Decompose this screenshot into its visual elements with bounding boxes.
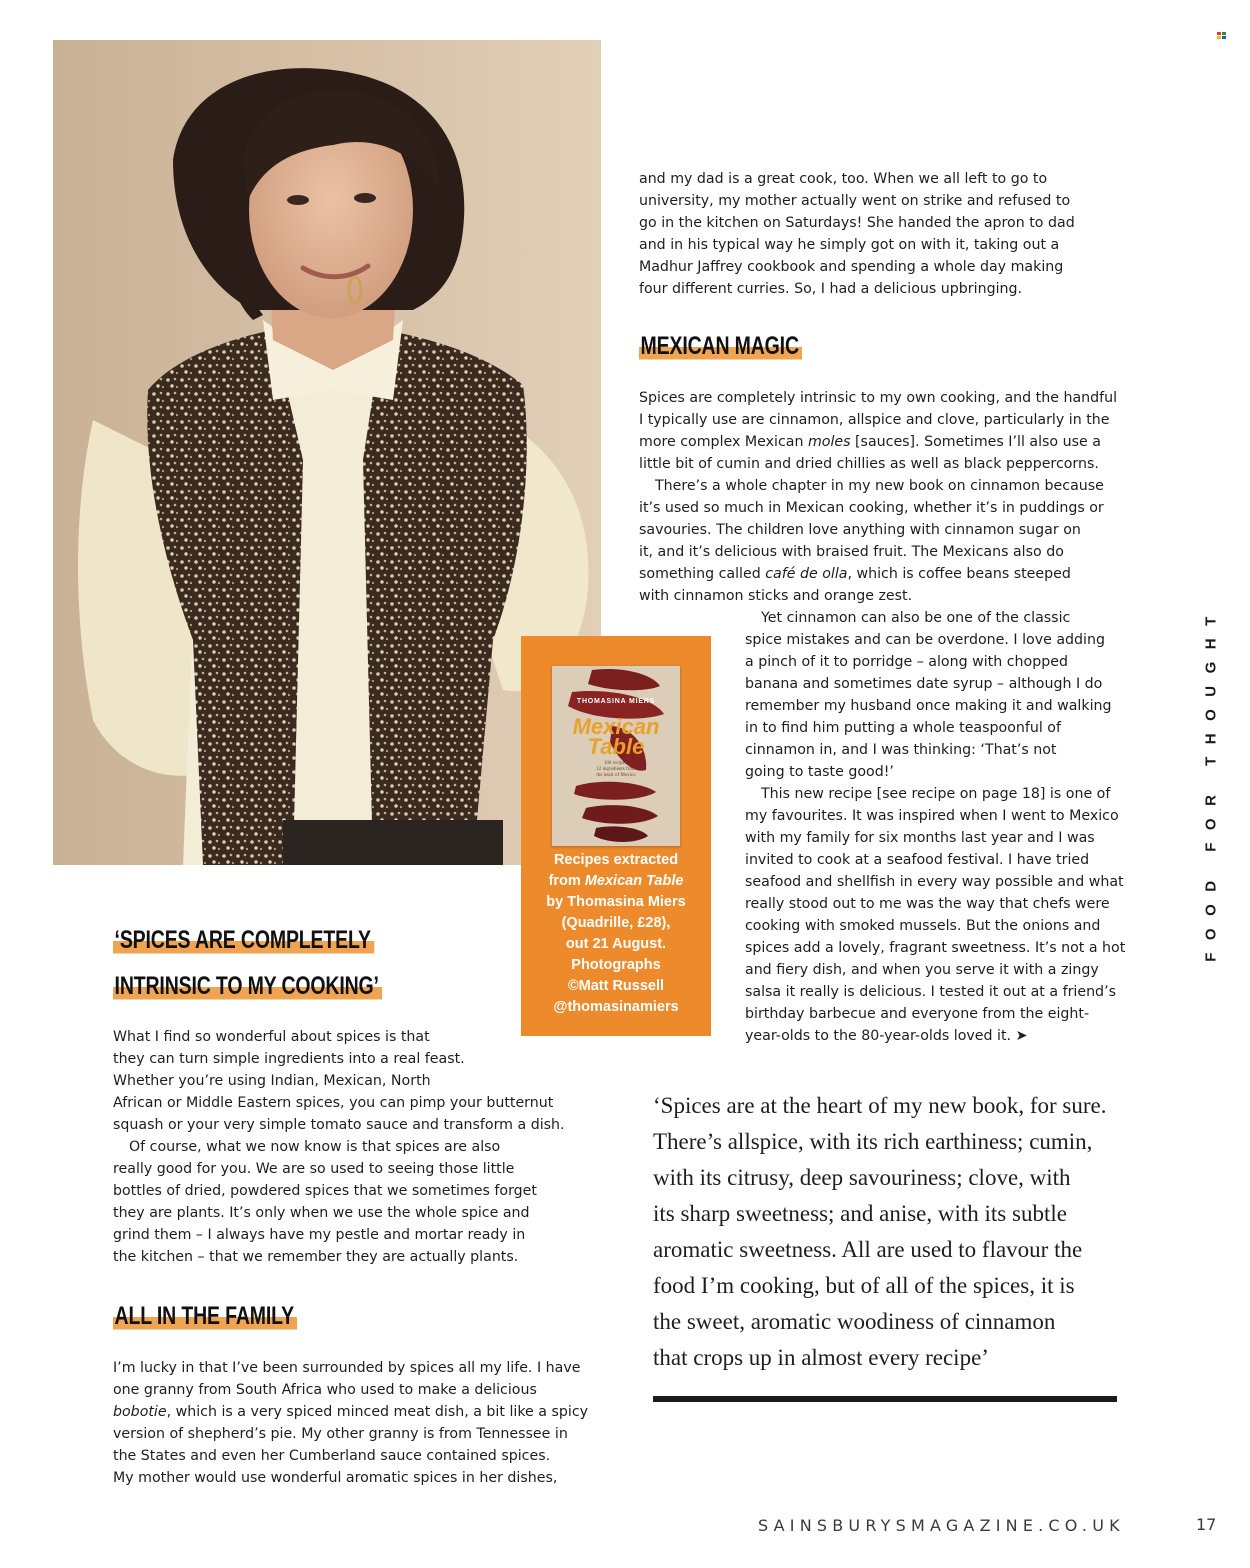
text-run: , which is a very spiced minced meat dish, a bit like a spicy [166,1404,589,1420]
body-line: the kitchen – that we remember they are actually plants. [113,1249,519,1265]
body-line: version of shepherd’s pie. My other granny is from Tennessee in [113,1426,568,1442]
heading-text: MEXICAN MAGIC [639,332,802,361]
print-registration-icon [1217,32,1226,39]
body-line: Of course, what we now know is that spices are also [129,1139,501,1155]
body-line: remember my husband once making it and walking [745,698,1112,714]
body-line: little bit of cumin and dried chillies as well as black peppercorns. [639,456,1099,472]
heading-text: ALL IN THE FAMILY [113,1302,297,1331]
caption-line: ©Matt Russell [567,978,665,994]
cover-subtitle-line: 12 ingredients from [596,767,636,772]
body-line: and my dad is a great cook, too. When we all left to go to [639,171,1048,187]
caption-line: out 21 August. [565,936,667,952]
body-line: cooking with smoked mussels. But the onions and [745,918,1101,934]
body-line: university, my mother actually went on strike and refused to [639,193,1071,209]
quote-line: that crops up in almost every recipe’ [653,1345,989,1370]
heading-spices-intrinsic-line2 [113,972,382,1001]
body-line: spice mistakes and can be overdone. I love adding [745,632,1105,648]
quote-line: aromatic sweetness. All are used to flavour the [653,1237,1083,1262]
body-line: going to taste good!’ [745,764,894,780]
caption-line: Photographs [571,957,661,973]
book-cover [552,666,680,846]
end-mark-icon: ➤ [1015,1028,1028,1044]
body-line: Spices are completely intrinsic to my own cooking, and the handful [639,390,1118,406]
body-line: spices add a lovely, fragrant sweetness. It’s not a hot [745,940,1126,956]
italic-term: moles [807,434,851,450]
instagram-handle[interactable]: @thomasinamiers [553,999,679,1015]
body-line: What I find so wonderful about spices is that [113,1029,430,1045]
body-line: grind them – I always have my pestle and mortar ready in [113,1227,526,1243]
text-run: [sauces]. Sometimes I’ll also use a [850,434,1101,450]
heading-text: ‘SPICES ARE COMPLETELY [113,926,374,955]
body-line: it’s used so much in Mexican cooking, whether it’s in puddings or [639,500,1104,516]
body-line: birthday barbecue and everyone from the eight- [745,1006,1090,1022]
body-line: squash or your very simple tomato sauce and transform a dish. [113,1117,565,1133]
body-line [639,563,1169,585]
book-caption [521,850,711,1018]
text-run: from [548,873,585,889]
quote-line: ‘Spices are at the heart of my new book, for sure. [653,1093,1107,1118]
text-run: something called [639,566,766,582]
quote-line: food I’m cooking, but of all of the spices, it is [653,1273,1075,1298]
italic-term: café de olla [765,566,848,582]
body-line: in to find him putting a whole teaspoonful of [745,720,1061,736]
cover-author: THOMASINA MIERS [576,698,656,705]
body-line: four different curries. So, I had a delicious upbringing. [639,281,1023,297]
body-line: bottles of dried, powdered spices that we sometimes forget [113,1183,537,1199]
intro-continued-text [639,168,1159,300]
caption-line: (Quadrille, £28), [561,915,671,931]
body-line: I’m lucky in that I’ve been surrounded by spices all my life. I have [113,1360,581,1376]
body-line: and fiery dish, and when you serve it with a zingy [745,962,1099,978]
body-line: one granny from South Africa who used to make a delicious [113,1382,537,1398]
mexican-magic-narrow-text [745,607,1145,1047]
body-line: salsa it really is delicious. I tested it out at a friend’s [745,984,1116,1000]
heading-text: INTRINSIC TO MY COOKING’ [113,972,382,1001]
body-line: really good for you. We are so used to seeing those little [113,1161,515,1177]
body-line: African or Middle Eastern spices, you can pimp your butternut [113,1095,554,1111]
quote-line: the sweet, aromatic woodiness of cinnamon [653,1309,1056,1334]
cover-title: Table [587,734,645,759]
body-line: really stood out to me was the way that chefs were [745,896,1110,912]
body-line: my favourites. It was inspired when I went to Mexico [745,808,1119,824]
cover-subtitle-line: 100 recipes, [603,761,629,766]
body-line: with my family for six months last year and I was [745,830,1095,846]
body-line: with cinnamon sticks and orange zest. [639,588,913,604]
text-run: year-olds to the 80-year-olds loved it. [745,1028,1012,1044]
body-line: invited to cook at a seafood festival. I have tried [745,852,1090,868]
body-line: There’s a whole chapter in my new book on cinnamon because [655,478,1104,494]
caption-line: Recipes extracted [553,852,679,868]
quote-divider [653,1396,1117,1402]
quote-line: its sharp sweetness; and anise, with its subtle [653,1201,1067,1226]
body-line [745,1025,1145,1047]
body-line: seafood and shellfish in every way possible and what [745,874,1124,890]
spices-intrinsic-text [113,1026,613,1268]
body-line: Yet cinnamon can also be one of the classic [761,610,1071,626]
body-line: the States and even her Cumberland sauce contained spices. [113,1448,551,1464]
cover-title: Mexican [572,714,660,739]
body-line: This new recipe [see recipe on page 18] is one of [761,786,1111,802]
quote-line: There’s allspice, with its rich earthiness; cumin, [653,1129,1093,1154]
heading-all-in-the-family [113,1302,297,1331]
body-line: a pinch of it to porridge – along with chopped [745,654,1068,670]
portrait-photo [53,40,601,865]
italic-term: bobotie [113,1404,167,1420]
book-promo-box [521,636,711,1036]
text-run: , which is coffee beans steeped [847,566,1071,582]
body-line: My mother would use wonderful aromatic spices in her dishes, [113,1470,558,1486]
body-line: and in his typical way he simply got on with it, taking out a [639,237,1060,253]
text-run: more complex Mexican [639,434,808,450]
body-line: go in the kitchen on Saturdays! She handed the apron to dad [639,215,1075,231]
body-line: cinnamon in, and I was thinking: ‘That’s not [745,742,1057,758]
body-line: they can turn simple ingredients into a real feast. [113,1051,465,1067]
section-label-text: FOOD FOR THOUGHT [1202,604,1220,962]
body-line: I typically use are cinnamon, allspice and clove, particularly in the [639,412,1110,428]
body-line: banana and sometimes date syrup – although I do [745,676,1103,692]
quote-line: with its citrusy, deep savouriness; clove, with [653,1165,1071,1190]
body-line [639,431,1169,453]
heading-spices-intrinsic [113,926,374,955]
body-line: Whether you’re using Indian, Mexican, North [113,1073,431,1089]
caption-line [521,871,711,892]
body-line: savouries. The children love anything with cinnamon sugar on [639,522,1081,538]
footer-website[interactable]: SAINSBURYSMAGAZINE.CO.UK [758,1516,1125,1535]
page-number: 17 [1196,1515,1217,1534]
body-line [113,1401,613,1423]
body-line: it, and it’s delicious with braised fruit. The Mexicans also do [639,544,1064,560]
section-label [1200,604,1222,962]
cover-subtitle-line: the heart of Mexico [596,773,636,778]
caption-line: by Thomasina Miers [546,894,686,910]
family-text [113,1357,613,1489]
mexican-magic-text [639,387,1169,607]
body-line: they are plants. It’s only when we use the whole spice and [113,1205,530,1221]
body-line: Madhur Jaffrey cookbook and spending a whole day making [639,259,1064,275]
heading-mexican-magic [639,332,802,361]
cover-subtitle [552,761,680,779]
pull-quote [653,1088,1153,1376]
book-title-italic: Mexican Table [584,873,684,889]
